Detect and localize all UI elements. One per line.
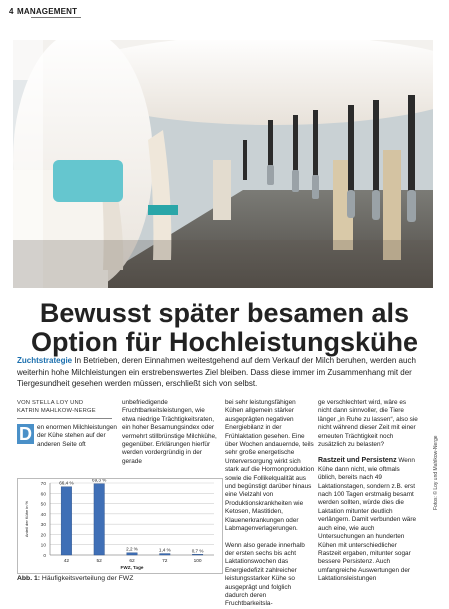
body-column-2-text: unbefriedigende Fruchtbarkeitsleistungen, wie etwa niedrige Trächtigkeitsraten, ein hoher Besamungsindex oder vermehrt stillbrünstige Milchkühe, gegenüber. Erklärungen hierfür werden vordergründig in der gerade xyxy=(122,399,217,465)
figure-chart xyxy=(17,478,223,574)
figure-caption xyxy=(17,575,133,582)
y-tick-label: 0 xyxy=(43,554,46,559)
section-label: MANAGEMENT xyxy=(17,7,78,16)
body-column-4 xyxy=(318,399,418,584)
bar xyxy=(94,484,104,555)
body-column-3 xyxy=(225,399,315,609)
drop-cap: D xyxy=(19,424,32,444)
body-column-4-text-b: Wenn Kühe dann nicht, wie oftmals üblich, bereits nach 49 Laktationstagen, sondern z.B. erst nach 100 Tagen erstmalig besamt werden sollten, würde dies die Laktation mitunter deutlich verlängern. Damit verbunden wäre auch eine, wie auch Untersuchungen an hunderten Kühen mit unterschiedlicher Rastzeit ergaben, mitunter sogar bessere Persistenz. Auch umfangreiche Auswertungen der Laktationsleistungen xyxy=(318,457,417,583)
byline-line-2: KATRIN MAHLKOW-NERGE xyxy=(17,408,96,414)
x-tick-label: 42 xyxy=(63,559,70,564)
caption-label: Abb. 1: xyxy=(17,575,41,582)
x-tick-label: 52 xyxy=(96,559,102,564)
bar xyxy=(127,553,137,555)
y-tick-label: 60 xyxy=(40,492,46,498)
byline-rule xyxy=(17,418,112,419)
data-label: 0,7 % xyxy=(191,548,204,554)
data-label: 66,4 % xyxy=(59,480,74,486)
lead-kicker: Zuchtstrategie xyxy=(17,356,73,365)
data-label: 69,3 % xyxy=(92,479,107,483)
fwz-bar-chart xyxy=(18,479,222,573)
y-tick-label: 20 xyxy=(40,533,46,539)
bar xyxy=(61,487,71,555)
body-column-4-text: ge verschlechtert wird, wäre es nicht dann sinnvoller, die Tiere länger „in Ruhe zu lassen“, also sie nicht während dieser Zeit mit einer erneuten Trächtigkeit noch zusätzlich zu belasten? xyxy=(318,399,418,449)
lead-paragraph xyxy=(17,355,432,390)
section-rule xyxy=(31,17,81,18)
x-tick-label: 100 xyxy=(193,559,202,564)
photo-credit: Fotos: © Loy und Mahlkow-Nerge xyxy=(433,435,439,510)
body-column-3-text: bei sehr leistungsfähigen Kühen allgemein stärker ausgeprägten negativen Energiebilanz in der Frühlaktation gesehen. Eine über Wochen andauernde, teils sehr große energetische Unterversorgung wirkt sich stark auf die Hormonproduktion sowie die Follikelqualität aus und begünstigt darüber hinaus eine Vielzahl von Produktionskrankheiten wie Ketosen, Mastitiden, Klauenerkrankungen oder Labmagenverlagerungen. xyxy=(225,399,315,533)
body-column-4-paragraph xyxy=(318,457,418,583)
y-tick-label: 70 xyxy=(40,482,46,487)
milking-parlor-photo xyxy=(13,40,433,288)
headline-line-1: Bewusst später besamen als xyxy=(39,298,410,328)
x-tick-label: 72 xyxy=(162,559,168,564)
article-headline xyxy=(0,299,449,357)
bar xyxy=(160,554,170,555)
caption-text: Häufigkeitsverteilung der FWZ xyxy=(40,575,134,582)
headline-line-2: Option für Hochleistungskühe xyxy=(30,327,418,357)
bar xyxy=(192,554,202,555)
page-number: 4 xyxy=(9,7,14,16)
byline xyxy=(17,399,112,415)
body-column-3-text-b: Wenn also gerade innerhalb der ersten sechs bis acht Laktationswochen das Energiedefizit zahlreicher leistungsstarker Kühe so ausgeprägt und folglich dadurch deren Fruchtbarkeitsla- xyxy=(225,541,305,608)
y-tick-label: 40 xyxy=(40,512,46,518)
body-column-2 xyxy=(122,399,218,466)
subheading-rastzeit: Rastzeit und Persistenz xyxy=(318,457,397,465)
x-axis-label: FWZ, Tage xyxy=(120,565,144,570)
lead-text: In Betrieben, deren Einnahmen weitestgehend auf dem Verkauf der Milch beruhen, werden auch weiterhin hohe Milchleistungen ein erstrebenswertes Ziel bleiben. Dass diese immer im Zusammenhang mit der Tiergesundheit gesehen werden müssen, erschließt sich von selbst. xyxy=(17,356,416,388)
x-tick-label: 62 xyxy=(129,559,135,564)
data-label: 1,4 % xyxy=(158,547,171,553)
byline-line-1: VON STELLA LOY UND xyxy=(17,400,84,406)
body-column-1 xyxy=(17,424,117,449)
milking-parlor-illustration xyxy=(13,40,433,288)
y-tick-label: 50 xyxy=(40,502,46,508)
y-axis-label: Anteil der Kühe in % xyxy=(24,500,29,538)
body-column-1-text: en enormen Milchleistungen der Kühe stehen auf der anderen Seite oft xyxy=(37,424,117,448)
y-tick-label: 30 xyxy=(40,523,46,529)
y-tick-label: 10 xyxy=(40,543,46,549)
data-label: 2,2 % xyxy=(126,546,138,552)
